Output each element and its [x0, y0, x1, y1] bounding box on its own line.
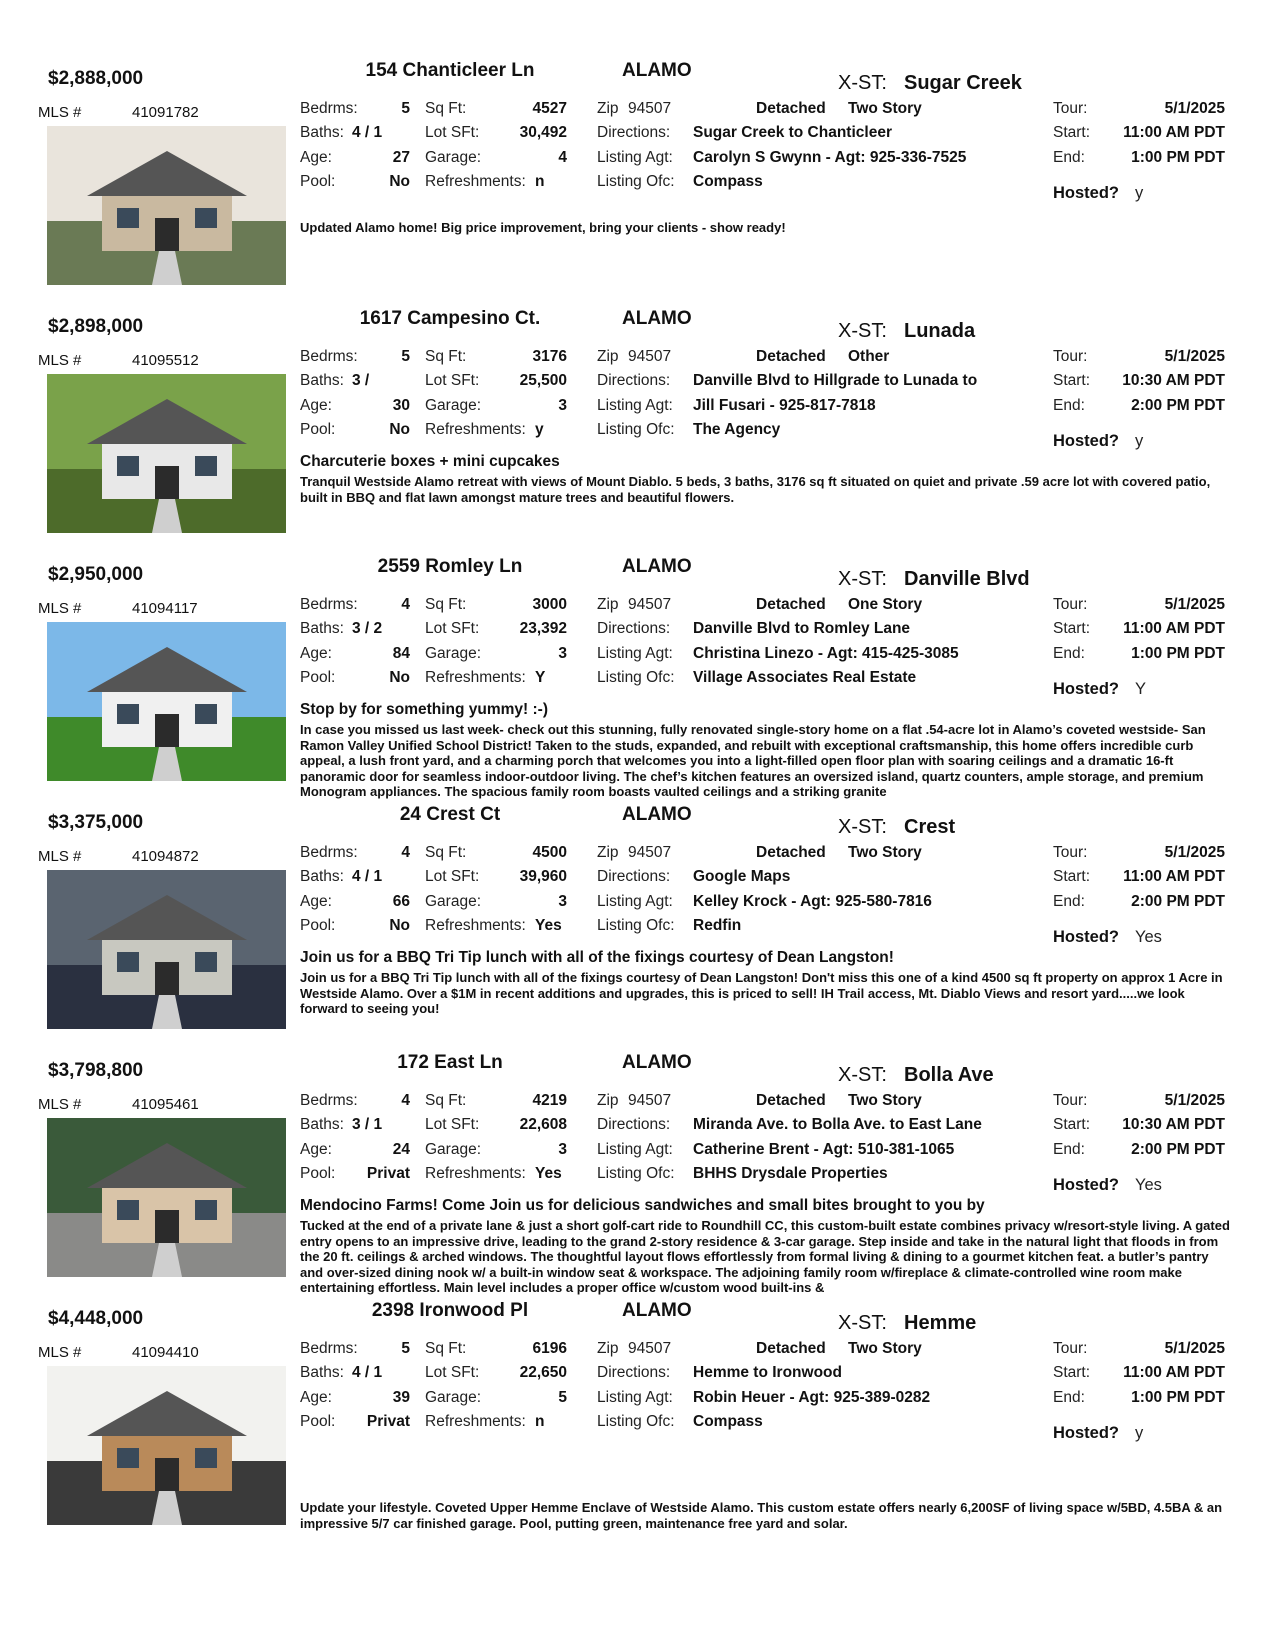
agent-label: Listing Agt: [597, 893, 673, 910]
hosted-value: y [1135, 1424, 1144, 1442]
cross-street-value: Bolla Ave [904, 1064, 994, 1086]
refreshments-value: Yes [535, 1165, 562, 1182]
house-photo-icon [47, 374, 286, 533]
hosted-value: Y [1135, 680, 1147, 698]
sqft-label: Sq Ft: [425, 348, 467, 365]
hosted-label: Hosted? [1053, 184, 1119, 202]
tour-date: 5/1/2025 [1164, 844, 1225, 861]
tour-date: 5/1/2025 [1164, 100, 1225, 117]
agent-value: Jill Fusari - 925-817-7818 [693, 397, 876, 414]
age-label: Age: [300, 645, 332, 662]
zip-value: 94507 [628, 100, 672, 117]
office-value: Redfin [693, 917, 742, 934]
listing-address: 172 East Ln [397, 1052, 503, 1073]
listing-price: $2,888,000 [48, 68, 144, 89]
pool-label: Pool: [300, 917, 336, 934]
age-value: 27 [392, 149, 410, 166]
start-label: Start: [1053, 868, 1091, 885]
lot-label: Lot SFt: [425, 1116, 480, 1133]
mls-number: 41094410 [132, 1344, 199, 1361]
end-time: 2:00 PM PDT [1131, 397, 1225, 414]
lot-value: 39,960 [519, 868, 567, 885]
property-photo[interactable] [47, 126, 286, 285]
end-time: 1:00 PM PDT [1131, 1389, 1225, 1406]
age-label: Age: [300, 149, 332, 166]
baths-value: 4 / 1 [352, 1364, 383, 1381]
mls-number: 41094117 [132, 600, 198, 617]
sqft-value: 4527 [532, 100, 567, 117]
refreshments-value: n [535, 1413, 545, 1430]
listing-card [0, 1052, 1275, 1312]
agent-label: Listing Agt: [597, 1389, 673, 1406]
listing-price: $4,448,000 [48, 1308, 144, 1329]
listing-card [0, 804, 1275, 1064]
bedrooms-value: 4 [401, 1092, 410, 1109]
bedrooms-value: 4 [401, 596, 410, 613]
mls-label: MLS # [38, 352, 82, 369]
style-value: Two Story [848, 100, 922, 117]
listing-address: 2398 Ironwood Pl [371, 1300, 529, 1321]
listing-description: Join us for a BBQ Tri Tip lunch with all of the fixings courtesy of Dean Langston! Don't miss this one of a kind 4500 sq ft property on approx 1 Acre in Westside Alamo. Over a $1M in recent additions and upgrades, this is priced to sell! IH Trail access, Mt. Diablo Views and resort yard.....we look forward to seeing you! [300, 970, 1223, 1016]
tour-label: Tour: [1053, 1340, 1088, 1357]
zip-label: Zip [597, 1340, 619, 1357]
sqft-label: Sq Ft: [425, 844, 467, 861]
baths-label: Baths: [300, 124, 344, 141]
hosted-value: Yes [1135, 928, 1162, 946]
baths-value: 4 / 1 [352, 868, 383, 885]
zip-value: 94507 [628, 348, 672, 365]
office-label: Listing Ofc: [597, 917, 675, 934]
office-value: Compass [693, 1413, 763, 1430]
bedrooms-label: Bedrms: [300, 844, 358, 861]
listing-description: Tranquil Westside Alamo retreat with views of Mount Diablo. 5 beds, 3 baths, 3176 sq ft situated on quiet and private .59 acre lot with covered patio, built in BBQ and flat lawn amongst mature trees and beautiful flowers. [300, 474, 1211, 505]
hosted-label: Hosted? [1053, 1176, 1119, 1194]
garage-label: Garage: [425, 1389, 482, 1406]
garage-label: Garage: [425, 1141, 482, 1158]
listing-price: $2,950,000 [48, 564, 144, 585]
listing-city: ALAMO [622, 60, 692, 81]
lot-label: Lot SFt: [425, 124, 480, 141]
baths-label: Baths: [300, 620, 344, 637]
office-value: Village Associates Real Estate [693, 669, 917, 686]
refreshments-value: Yes [535, 917, 562, 934]
tour-date: 5/1/2025 [1164, 596, 1225, 613]
house-photo-icon [47, 1366, 286, 1525]
detached-value: Detached [756, 1092, 826, 1109]
start-time: 10:30 AM PDT [1122, 1116, 1225, 1133]
start-time: 11:00 AM PDT [1123, 124, 1225, 141]
garage-value: 4 [558, 149, 567, 166]
house-photo-icon [47, 870, 286, 1029]
listing-note: Join us for a BBQ Tri Tip lunch with all of the fixings courtesy of Dean Langston! [300, 949, 894, 966]
age-value: 84 [392, 645, 410, 662]
tour-date: 5/1/2025 [1164, 1340, 1225, 1357]
bedrooms-label: Bedrms: [300, 1092, 358, 1109]
listing-note: Stop by for something yummy! :-) [300, 701, 548, 718]
baths-value: 3 / 2 [352, 620, 383, 637]
agent-label: Listing Agt: [597, 645, 673, 662]
hosted-value: Yes [1135, 1176, 1162, 1194]
sqft-label: Sq Ft: [425, 1092, 467, 1109]
listing-price: $3,798,800 [48, 1060, 144, 1081]
age-label: Age: [300, 1389, 332, 1406]
mls-number: 41091782 [132, 104, 199, 121]
style-value: Two Story [848, 1092, 922, 1109]
office-label: Listing Ofc: [597, 1165, 675, 1182]
cross-street-label: X-ST: [838, 1312, 887, 1334]
cross-street-label: X-ST: [838, 568, 887, 590]
garage-value: 3 [558, 893, 567, 910]
baths-value: 4 / 1 [352, 124, 383, 141]
directions-label: Directions: [597, 124, 671, 141]
refreshments-value: y [535, 421, 544, 438]
garage-label: Garage: [425, 149, 482, 166]
directions-label: Directions: [597, 1364, 671, 1381]
mls-label: MLS # [38, 1096, 82, 1113]
tour-label: Tour: [1053, 596, 1088, 613]
listing-note: Charcuterie boxes + mini cupcakes [300, 453, 560, 470]
agent-value: Catherine Brent - Agt: 510-381-1065 [693, 1141, 955, 1158]
tour-label: Tour: [1053, 348, 1088, 365]
tour-date: 5/1/2025 [1164, 348, 1225, 365]
start-time: 11:00 AM PDT [1123, 620, 1225, 637]
pool-label: Pool: [300, 421, 336, 438]
pool-label: Pool: [300, 1165, 336, 1182]
hosted-label: Hosted? [1053, 928, 1119, 946]
bedrooms-value: 5 [401, 100, 410, 117]
end-time: 1:00 PM PDT [1131, 645, 1225, 662]
listing-price: $3,375,000 [48, 812, 144, 833]
office-value: BHHS Drysdale Properties [693, 1165, 888, 1182]
age-label: Age: [300, 893, 332, 910]
lot-label: Lot SFt: [425, 1364, 480, 1381]
start-label: Start: [1053, 372, 1091, 389]
directions-value: Danville Blvd to Hillgrade to Lunada to [693, 372, 978, 389]
age-label: Age: [300, 1141, 332, 1158]
house-photo-icon [47, 126, 286, 285]
start-time: 10:30 AM PDT [1122, 372, 1225, 389]
refreshments-label: Refreshments: [425, 1413, 526, 1430]
zip-label: Zip [597, 348, 619, 365]
cross-street-label: X-ST: [838, 72, 887, 94]
end-label: End: [1053, 1389, 1085, 1406]
lot-value: 30,492 [519, 124, 567, 141]
directions-value: Hemme to Ironwood [693, 1364, 842, 1381]
listing-description: In case you missed us last week- check out this stunning, fully renovated single-story home on a flat .54-acre lot in Alamo’s coveted westside- San Ramon Valley Unified School District! Taken to the studs, expanded, and rebuilt with exceptional craftsmanship, this home offers incredible curb appeal, a lush front yard, and a charming porch that welcomes you into a light-filled open floor plan with soaring ceilings and a dramatic 16-ft panoramic door for seamless indoor-outdoor living. The chef’s kitchen features an oversized island, quartz counters, ample storage, and premium Monogram appliances. The spacious family room boasts vaulted ceilings and a striking granite [300, 722, 1206, 799]
start-label: Start: [1053, 1364, 1091, 1381]
pool-value: No [389, 917, 410, 934]
listing-address: 2559 Romley Ln [377, 556, 523, 577]
pool-value: Privat [366, 1413, 410, 1430]
detached-value: Detached [756, 1340, 826, 1357]
pool-label: Pool: [300, 1413, 336, 1430]
start-time: 11:00 AM PDT [1123, 868, 1225, 885]
style-value: Two Story [848, 1340, 922, 1357]
listing-city: ALAMO [622, 556, 692, 577]
sqft-label: Sq Ft: [425, 1340, 467, 1357]
office-value: The Agency [693, 421, 781, 438]
age-value: 30 [392, 397, 410, 414]
office-value: Compass [693, 173, 763, 190]
baths-label: Baths: [300, 868, 344, 885]
listing-address: 154 Chanticleer Ln [365, 60, 535, 81]
lot-label: Lot SFt: [425, 868, 480, 885]
pool-value: Privat [366, 1165, 410, 1182]
refreshments-label: Refreshments: [425, 669, 526, 686]
property-photo[interactable] [47, 1366, 286, 1525]
listing-note: Mendocino Farms! Come Join us for delicious sandwiches and small bites brought to you by [300, 1197, 985, 1214]
baths-value: 3 / [352, 372, 370, 389]
mls-label: MLS # [38, 848, 82, 865]
refreshments-value: n [535, 173, 545, 190]
style-value: Two Story [848, 844, 922, 861]
sqft-label: Sq Ft: [425, 100, 467, 117]
lot-value: 25,500 [519, 372, 567, 389]
refreshments-value: Y [535, 669, 546, 686]
cross-street-value: Lunada [904, 320, 976, 342]
zip-value: 94507 [628, 1092, 672, 1109]
style-value: Other [848, 348, 890, 365]
garage-value: 5 [558, 1389, 567, 1406]
detached-value: Detached [756, 100, 826, 117]
end-label: End: [1053, 149, 1085, 166]
zip-value: 94507 [628, 1340, 672, 1357]
pool-label: Pool: [300, 173, 336, 190]
sqft-value: 4219 [532, 1092, 567, 1109]
bedrooms-value: 4 [401, 844, 410, 861]
zip-value: 94507 [628, 596, 672, 613]
pool-value: No [389, 669, 410, 686]
baths-label: Baths: [300, 1364, 344, 1381]
agent-label: Listing Agt: [597, 397, 673, 414]
zip-label: Zip [597, 100, 619, 117]
hosted-value: y [1135, 432, 1144, 450]
mls-number: 41095512 [132, 352, 199, 369]
end-time: 2:00 PM PDT [1131, 893, 1225, 910]
house-photo-icon [47, 1118, 286, 1277]
listing-card [0, 556, 1275, 816]
zip-label: Zip [597, 1092, 619, 1109]
property-photo[interactable] [47, 1118, 286, 1277]
directions-value: Google Maps [693, 868, 791, 885]
tour-label: Tour: [1053, 844, 1088, 861]
garage-label: Garage: [425, 893, 482, 910]
agent-label: Listing Agt: [597, 149, 673, 166]
zip-label: Zip [597, 596, 619, 613]
sqft-value: 6196 [532, 1340, 567, 1357]
office-label: Listing Ofc: [597, 1413, 675, 1430]
garage-value: 3 [558, 645, 567, 662]
start-label: Start: [1053, 620, 1091, 637]
zip-label: Zip [597, 844, 619, 861]
start-time: 11:00 AM PDT [1123, 1364, 1225, 1381]
end-time: 2:00 PM PDT [1131, 1141, 1225, 1158]
directions-value: Miranda Ave. to Bolla Ave. to East Lane [693, 1116, 982, 1133]
house-photo-icon [47, 622, 286, 781]
refreshments-label: Refreshments: [425, 421, 526, 438]
listing-card [0, 60, 1275, 320]
listing-card [0, 1300, 1275, 1560]
listing-description: Updated Alamo home! Big price improvement, bring your clients - show ready! [300, 220, 786, 235]
end-label: End: [1053, 397, 1085, 414]
age-label: Age: [300, 397, 332, 414]
mls-number: 41095461 [132, 1096, 199, 1113]
refreshments-label: Refreshments: [425, 173, 526, 190]
cross-street-value: Sugar Creek [904, 72, 1022, 94]
sqft-label: Sq Ft: [425, 596, 467, 613]
baths-label: Baths: [300, 1116, 344, 1133]
garage-label: Garage: [425, 645, 482, 662]
agent-label: Listing Agt: [597, 1141, 673, 1158]
bedrooms-label: Bedrms: [300, 1340, 358, 1357]
listing-city: ALAMO [622, 308, 692, 329]
hosted-value: y [1135, 184, 1144, 202]
directions-label: Directions: [597, 1116, 671, 1133]
bedrooms-value: 5 [401, 1340, 410, 1357]
baths-label: Baths: [300, 372, 344, 389]
start-label: Start: [1053, 124, 1091, 141]
cross-street-value: Hemme [904, 1312, 977, 1334]
bedrooms-label: Bedrms: [300, 100, 358, 117]
agent-value: Kelley Krock - Agt: 925-580-7816 [693, 893, 932, 910]
listing-address: 24 Crest Ct [399, 804, 501, 825]
pool-value: No [389, 173, 410, 190]
detached-value: Detached [756, 348, 826, 365]
lot-value: 22,608 [519, 1116, 567, 1133]
listing-price: $2,898,000 [48, 316, 144, 337]
cross-street-label: X-ST: [838, 1064, 887, 1086]
hosted-label: Hosted? [1053, 432, 1119, 450]
lot-label: Lot SFt: [425, 620, 480, 637]
detached-value: Detached [756, 596, 826, 613]
end-time: 1:00 PM PDT [1131, 149, 1225, 166]
age-value: 39 [392, 1389, 410, 1406]
pool-value: No [389, 421, 410, 438]
office-label: Listing Ofc: [597, 669, 675, 686]
agent-value: Christina Linezo - Agt: 415-425-3085 [693, 645, 959, 662]
agent-value: Carolyn S Gwynn - Agt: 925-336-7525 [693, 149, 967, 166]
property-photo[interactable] [47, 870, 286, 1029]
pool-label: Pool: [300, 669, 336, 686]
lot-value: 22,650 [519, 1364, 567, 1381]
start-label: Start: [1053, 1116, 1091, 1133]
refreshments-label: Refreshments: [425, 917, 526, 934]
age-value: 24 [392, 1141, 410, 1158]
style-value: One Story [848, 596, 923, 613]
end-label: End: [1053, 893, 1085, 910]
directions-label: Directions: [597, 620, 671, 637]
end-label: End: [1053, 645, 1085, 662]
listing-description: Tucked at the end of a private lane & just a short golf-cart ride to Roundhill CC, this custom-built estate combines privacy w/resort-style living. A gated entry opens to an impressive drive, leading to the grand 2-story residence & 3-car garage. Step inside and take in the natural light that floods in from the 20 ft. ceilings & arched windows. The thoughtful layout flows effortlessly from formal living & dining to a gourmet kitchen feat. a butler’s pantry and over-sized dining nook w/ a built-in window seat & workspace. The adjoining family room w/fireplace & climate-controlled wine room make entertaining effortless. Main level includes a proper office w/custom wood built-ins & [300, 1218, 1230, 1295]
sqft-value: 3000 [532, 596, 567, 613]
zip-value: 94507 [628, 844, 672, 861]
listing-address: 1617 Campesino Ct. [359, 308, 541, 329]
bedrooms-label: Bedrms: [300, 348, 358, 365]
agent-value: Robin Heuer - Agt: 925-389-0282 [693, 1389, 931, 1406]
cross-street-value: Crest [904, 816, 956, 838]
cross-street-label: X-ST: [838, 320, 887, 342]
bedrooms-label: Bedrms: [300, 596, 358, 613]
hosted-label: Hosted? [1053, 680, 1119, 698]
tour-label: Tour: [1053, 100, 1088, 117]
hosted-label: Hosted? [1053, 1424, 1119, 1442]
listing-city: ALAMO [622, 1300, 692, 1321]
sqft-value: 3176 [532, 348, 567, 365]
listing-city: ALAMO [622, 804, 692, 825]
sqft-value: 4500 [532, 844, 567, 861]
garage-value: 3 [558, 397, 567, 414]
property-photo[interactable] [47, 374, 286, 533]
directions-value: Sugar Creek to Chanticleer [693, 124, 892, 141]
directions-label: Directions: [597, 868, 671, 885]
detached-value: Detached [756, 844, 826, 861]
mls-number: 41094872 [132, 848, 199, 865]
listing-card [0, 308, 1275, 568]
garage-label: Garage: [425, 397, 482, 414]
listing-city: ALAMO [622, 1052, 692, 1073]
directions-value: Danville Blvd to Romley Lane [693, 620, 911, 637]
cross-street-label: X-ST: [838, 816, 887, 838]
tour-label: Tour: [1053, 1092, 1088, 1109]
cross-street-value: Danville Blvd [904, 568, 1030, 590]
mls-label: MLS # [38, 104, 82, 121]
office-label: Listing Ofc: [597, 421, 675, 438]
directions-label: Directions: [597, 372, 671, 389]
property-photo[interactable] [47, 622, 286, 781]
mls-label: MLS # [38, 600, 82, 617]
refreshments-label: Refreshments: [425, 1165, 526, 1182]
office-label: Listing Ofc: [597, 173, 675, 190]
tour-date: 5/1/2025 [1164, 1092, 1225, 1109]
end-label: End: [1053, 1141, 1085, 1158]
mls-label: MLS # [38, 1344, 82, 1361]
listing-description: Update your lifestyle. Coveted Upper Hemme Enclave of Westside Alamo. This custom estate offers nearly 6,200SF of living space w/5BD, 4.5BA & an impressive 5/7 car finished garage. Pool, putting green, maintenance free yard and solar. [300, 1500, 1223, 1531]
bedrooms-value: 5 [401, 348, 410, 365]
age-value: 66 [392, 893, 410, 910]
lot-value: 23,392 [519, 620, 567, 637]
baths-value: 3 / 1 [352, 1116, 383, 1133]
lot-label: Lot SFt: [425, 372, 480, 389]
garage-value: 3 [558, 1141, 567, 1158]
